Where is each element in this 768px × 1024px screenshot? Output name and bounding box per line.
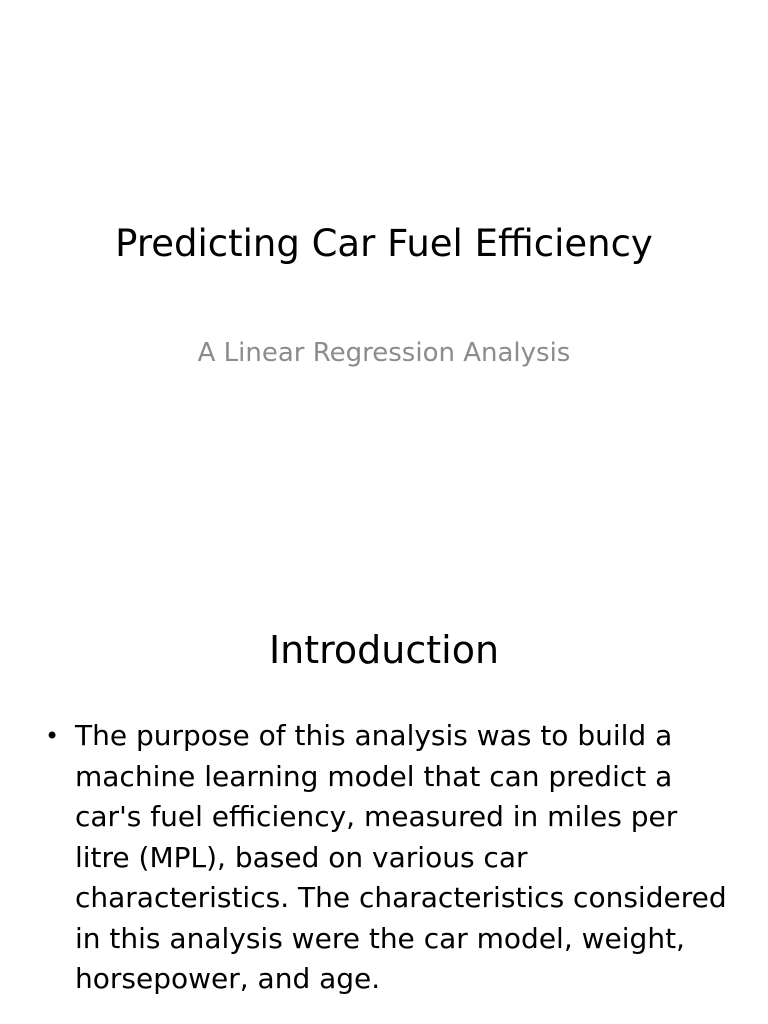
bullet-item xyxy=(40,716,730,1000)
introduction-slide xyxy=(0,576,768,1024)
slide-title: Predicting Car Fuel Efficiency xyxy=(115,222,653,265)
section-title: Introduction xyxy=(268,628,500,672)
bullet-list xyxy=(40,716,730,1000)
bullet-text: The purpose of this analysis was to build a machine learning model that can predict a car's fuel efficiency, measured in miles per litre (MPL), based on various car characteristics. The characteristics considered in this analysis were the car model, weight, horsepower, and age. xyxy=(75,719,727,995)
slide-subtitle: A Linear Regression Analysis xyxy=(197,338,571,368)
bullet-dot-icon: • xyxy=(45,722,60,750)
